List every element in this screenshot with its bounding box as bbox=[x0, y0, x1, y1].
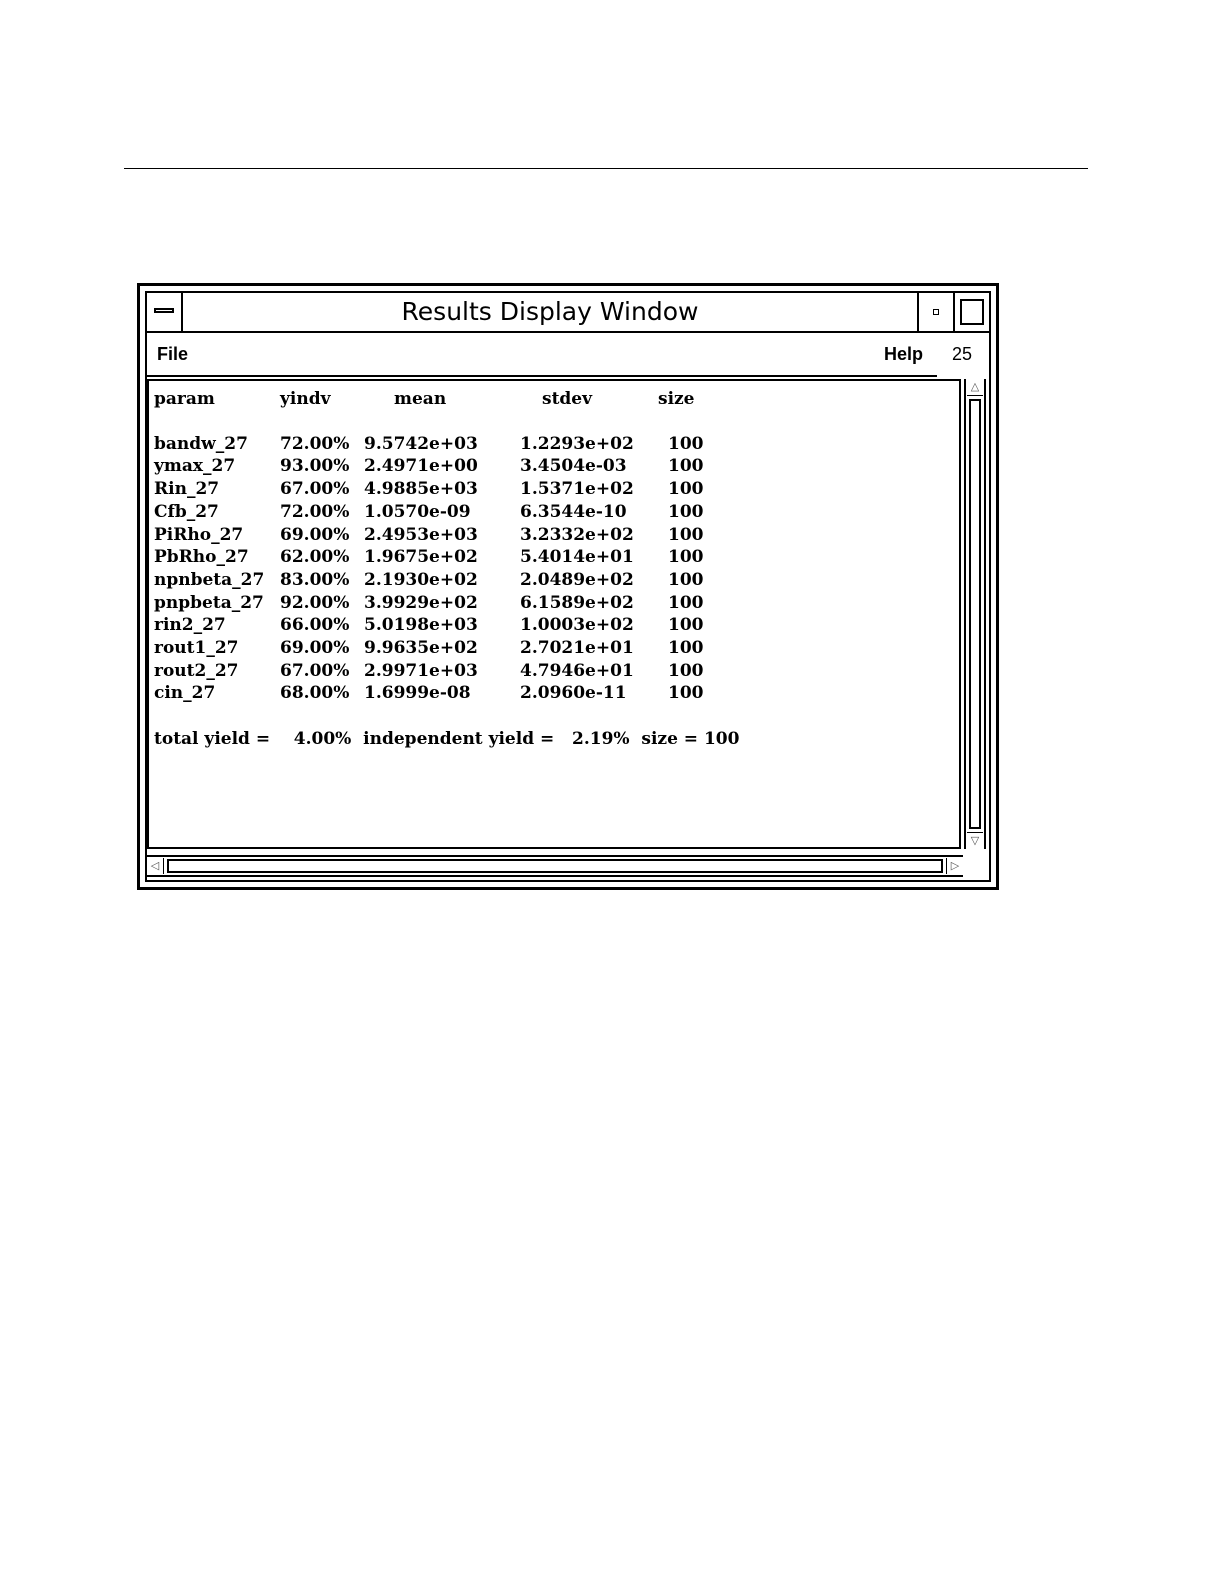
scroll-left-arrow-icon[interactable]: ◁ bbox=[147, 858, 164, 874]
cell-yindv: 83.00% bbox=[280, 569, 350, 590]
header-spacer bbox=[154, 411, 728, 433]
table-row bbox=[154, 637, 728, 660]
window-title: Results Display Window bbox=[401, 297, 699, 326]
minimize-button[interactable] bbox=[917, 293, 953, 331]
cell-size: 100 bbox=[668, 683, 704, 704]
table-row bbox=[154, 524, 728, 547]
cell-size: 100 bbox=[668, 456, 704, 477]
cell-size: 100 bbox=[668, 638, 704, 659]
window-menu-icon bbox=[154, 308, 174, 313]
results-report bbox=[154, 388, 739, 751]
results-display-window bbox=[137, 283, 999, 890]
header-yindv: yindv bbox=[280, 389, 331, 409]
menu-bar bbox=[147, 333, 937, 377]
cell-stdev: 2.7021e+01 bbox=[520, 638, 634, 659]
table-row bbox=[154, 433, 728, 456]
cell-size: 100 bbox=[668, 433, 704, 454]
cell-stdev: 1.2293e+02 bbox=[520, 433, 634, 454]
title-bar[interactable] bbox=[147, 293, 989, 333]
minimize-icon bbox=[933, 309, 939, 315]
table-row bbox=[154, 569, 728, 592]
window-frame bbox=[145, 291, 991, 882]
table-row bbox=[154, 682, 728, 705]
header-size: size bbox=[658, 389, 695, 409]
table-row bbox=[154, 592, 728, 615]
cell-mean: 2.4971e+00 bbox=[364, 456, 478, 477]
cell-yindv: 72.00% bbox=[280, 501, 350, 522]
cell-param: rout2_27 bbox=[154, 660, 239, 681]
cell-stdev: 1.0003e+02 bbox=[520, 615, 634, 636]
cell-stdev: 3.2332e+02 bbox=[520, 524, 634, 545]
cell-size: 100 bbox=[668, 547, 704, 568]
cell-stdev: 3.4504e-03 bbox=[520, 456, 627, 477]
scroll-right-arrow-icon[interactable]: ▷ bbox=[946, 858, 963, 874]
maximize-button[interactable] bbox=[953, 293, 989, 331]
cell-param: Rin_27 bbox=[154, 479, 220, 500]
header-param: param bbox=[154, 389, 215, 409]
horizontal-scrollbar[interactable] bbox=[147, 855, 963, 877]
page-number: 25 bbox=[952, 344, 973, 364]
table-row bbox=[154, 455, 728, 478]
cell-mean: 1.0570e-09 bbox=[364, 501, 471, 522]
table-row bbox=[154, 614, 728, 637]
scroll-up-arrow-icon[interactable]: △ bbox=[967, 379, 983, 396]
cell-mean: 9.5742e+03 bbox=[364, 433, 478, 454]
cell-stdev: 2.0489e+02 bbox=[520, 569, 634, 590]
cell-param: pnpbeta_27 bbox=[154, 592, 264, 613]
table-row bbox=[154, 501, 728, 524]
cell-mean: 5.0198e+03 bbox=[364, 615, 478, 636]
cell-yindv: 69.00% bbox=[280, 524, 350, 545]
cell-size: 100 bbox=[668, 660, 704, 681]
table-header-row bbox=[154, 388, 728, 411]
cell-stdev: 5.4014e+01 bbox=[520, 547, 634, 568]
cell-mean: 2.1930e+02 bbox=[364, 569, 478, 590]
cell-stdev: 1.5371e+02 bbox=[520, 479, 634, 500]
cell-size: 100 bbox=[668, 615, 704, 636]
cell-stdev: 2.0960e-11 bbox=[520, 683, 627, 704]
cell-param: npnbeta_27 bbox=[154, 569, 265, 590]
table-row bbox=[154, 660, 728, 683]
cell-yindv: 72.00% bbox=[280, 433, 350, 454]
cell-param: cin_27 bbox=[154, 683, 216, 704]
table-row bbox=[154, 546, 728, 569]
cell-yindv: 67.00% bbox=[280, 660, 350, 681]
cell-size: 100 bbox=[668, 479, 704, 500]
cell-mean: 9.9635e+02 bbox=[364, 638, 478, 659]
cell-size: 100 bbox=[668, 592, 704, 613]
results-table-body bbox=[154, 433, 728, 705]
horizontal-scroll-track[interactable] bbox=[167, 859, 943, 873]
cell-param: rout1_27 bbox=[154, 638, 239, 659]
header-stdev: stdev bbox=[542, 389, 593, 409]
cell-mean: 1.6999e-08 bbox=[364, 683, 471, 704]
vertical-scroll-track[interactable] bbox=[969, 399, 981, 829]
maximize-icon bbox=[960, 299, 984, 325]
header-mean: mean bbox=[394, 389, 447, 409]
results-text-area[interactable] bbox=[147, 379, 961, 849]
window-menu-button[interactable] bbox=[147, 293, 183, 331]
yield-summary: total yield = 4.00% independent yield = 2.19% size = 100 bbox=[154, 729, 740, 750]
menu-file[interactable]: File bbox=[157, 344, 189, 364]
cell-mean: 2.4953e+03 bbox=[364, 524, 478, 545]
cell-param: Cfb_27 bbox=[154, 501, 219, 522]
cell-yindv: 92.00% bbox=[280, 592, 350, 613]
cell-param: PiRho_27 bbox=[154, 524, 244, 545]
cell-yindv: 62.00% bbox=[280, 547, 350, 568]
cell-yindv: 68.00% bbox=[280, 683, 350, 704]
cell-param: PbRho_27 bbox=[154, 547, 249, 568]
cell-size: 100 bbox=[668, 524, 704, 545]
cell-param: ymax_27 bbox=[154, 456, 236, 477]
cell-size: 100 bbox=[668, 569, 704, 590]
table-row bbox=[154, 478, 728, 501]
cell-size: 100 bbox=[668, 501, 704, 522]
results-table bbox=[154, 388, 728, 705]
cell-mean: 1.9675e+02 bbox=[364, 547, 478, 568]
cell-yindv: 67.00% bbox=[280, 479, 350, 500]
cell-stdev: 6.3544e-10 bbox=[520, 501, 627, 522]
cell-yindv: 69.00% bbox=[280, 638, 350, 659]
cell-mean: 2.9971e+03 bbox=[364, 660, 478, 681]
cell-param: rin2_27 bbox=[154, 615, 226, 636]
scroll-down-arrow-icon[interactable]: ▽ bbox=[967, 832, 983, 849]
cell-yindv: 66.00% bbox=[280, 615, 350, 636]
cell-mean: 3.9929e+02 bbox=[364, 592, 478, 613]
cell-yindv: 93.00% bbox=[280, 456, 350, 477]
vertical-scrollbar[interactable] bbox=[964, 379, 986, 849]
cell-mean: 4.9885e+03 bbox=[364, 479, 478, 500]
cell-param: bandw_27 bbox=[154, 433, 248, 454]
cell-stdev: 6.1589e+02 bbox=[520, 592, 634, 613]
cell-stdev: 4.7946e+01 bbox=[520, 660, 634, 681]
page-rule bbox=[124, 168, 1088, 169]
menu-help[interactable]: Help bbox=[883, 344, 923, 364]
